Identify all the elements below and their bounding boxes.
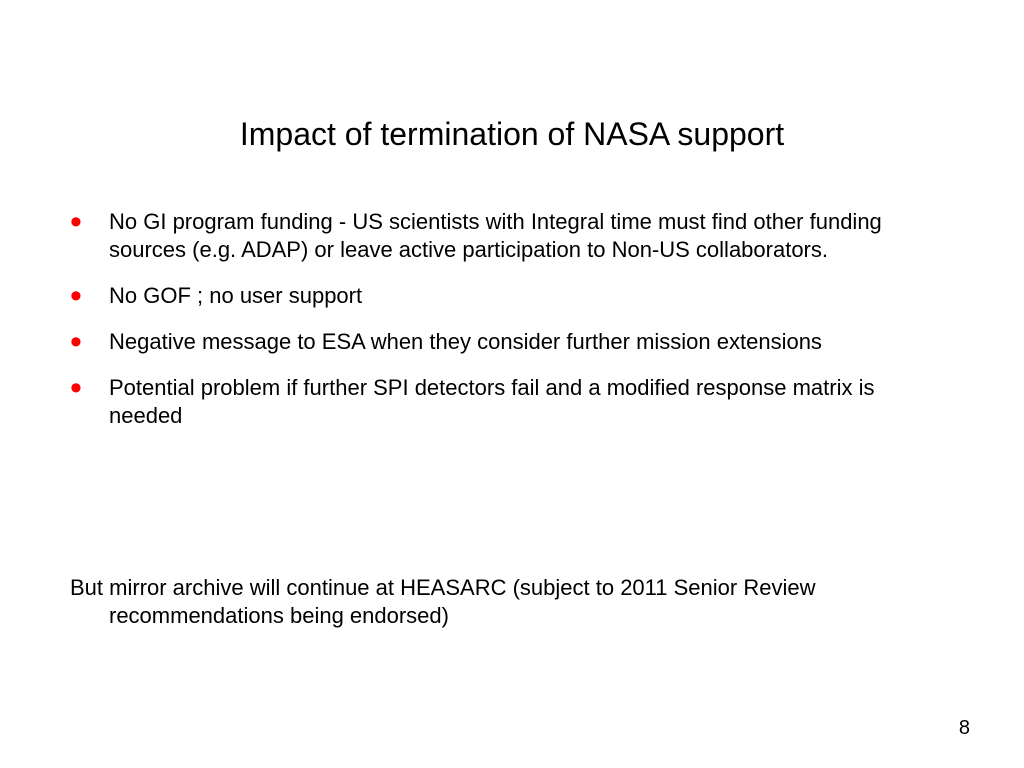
bullet-icon: • — [70, 203, 82, 241]
slide-title: Impact of termination of NASA support — [239, 116, 785, 152]
bullet-item — [70, 203, 950, 264]
bullet-item — [70, 369, 950, 430]
bullet-text: Negative message to ESA when they consider further mission extensions — [109, 329, 822, 354]
bullet-text: No GI program funding - US scientists with Integral time must find other funding sources (e.g. ADAP) or leave active participation to Non-US collaborators. — [109, 209, 882, 262]
bullet-icon: • — [70, 277, 82, 315]
bullet-icon: • — [70, 323, 82, 361]
bullet-text: Potential problem if further SPI detectors fail and a modified response matrix is needed — [109, 375, 875, 428]
bullet-icon: • — [70, 369, 82, 407]
bullet-list — [70, 203, 950, 448]
closing-note: But mirror archive will continue at HEASARC (subject to 2011 Senior Review recommendations being endorsed) — [70, 575, 816, 628]
bullet-item — [70, 277, 950, 315]
page-number: 8 — [958, 717, 970, 739]
bullet-item — [70, 323, 950, 361]
bullet-text: No GOF ; no user support — [109, 283, 363, 308]
